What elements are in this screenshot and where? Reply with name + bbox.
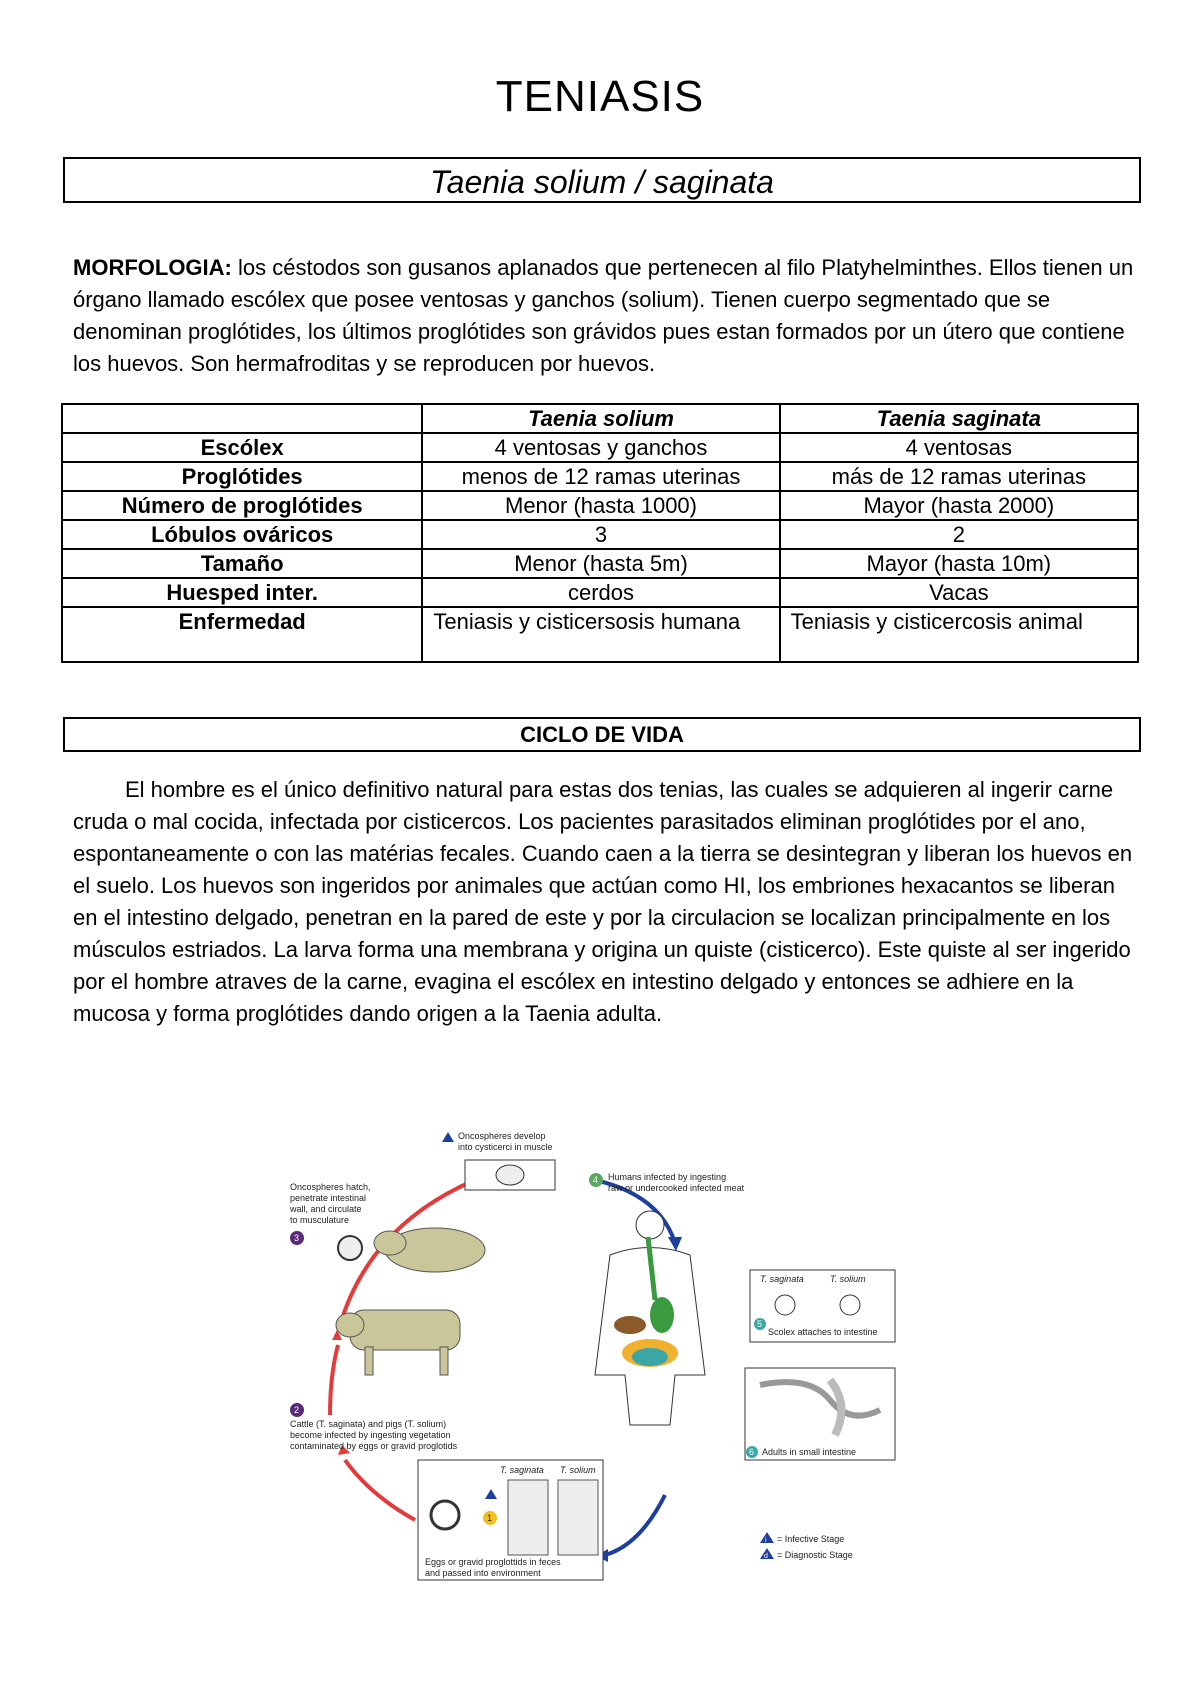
life-cycle-svg xyxy=(290,1125,980,1585)
table-row xyxy=(62,491,1138,520)
cell-saginata: 4 ventosas xyxy=(780,433,1138,462)
cow-head-icon xyxy=(336,1313,364,1337)
cell-solium: cerdos xyxy=(422,578,779,607)
morphology-text: los céstodos son gusanos aplanados que pertenecen al filo Platyhelminthes. Ellos tienen un órgano llamado escólex que posee ventosas y ganchos (solium). Tienen cuerpo segmentado que se denominan proglótides, los últimos proglótides son grávidos pues estan formados por un útero que contiene los huevos. Son hermafroditas y se reproducen por huevos. xyxy=(73,255,1134,376)
cell-solium: Teniasis y cisticersosis humana xyxy=(422,607,779,662)
cow-leg-icon xyxy=(440,1347,448,1375)
step5-label: Scolex attaches to intestine xyxy=(768,1327,878,1337)
cell-solium: Menor (hasta 1000) xyxy=(422,491,779,520)
proglottid-solium-icon xyxy=(558,1480,598,1555)
table-header-saginata: Taenia saginata xyxy=(780,404,1138,433)
row-label: Huesped inter. xyxy=(62,578,422,607)
table-header-solium: Taenia solium xyxy=(422,404,779,433)
cell-saginata: más de 12 ramas uterinas xyxy=(780,462,1138,491)
step2-line1: Cattle (T. saginata) and pigs (T. solium) xyxy=(290,1419,447,1429)
cell-saginata: Mayor (hasta 10m) xyxy=(780,549,1138,578)
proglottid-saginata-icon xyxy=(508,1480,548,1555)
step3-line2: penetrate intestinal xyxy=(290,1193,367,1203)
scolex-saginata-icon xyxy=(775,1295,795,1315)
row-label: Enfermedad xyxy=(62,607,422,662)
step4-num: 4 xyxy=(593,1175,599,1185)
cell-saginata: 2 xyxy=(780,520,1138,549)
row-label: Lóbulos ováricos xyxy=(62,520,422,549)
step-top-line1: Oncospheres develop xyxy=(458,1131,546,1141)
cow-icon xyxy=(350,1310,460,1350)
cell-solium: Menor (hasta 5m) xyxy=(422,549,779,578)
cow-leg-icon xyxy=(365,1347,373,1375)
legend-diagnostic: = Diagnostic Stage xyxy=(777,1550,853,1560)
cell-saginata: Mayor (hasta 2000) xyxy=(780,491,1138,520)
page-title: TENIASIS xyxy=(495,72,705,121)
step5-left: T. saginata xyxy=(760,1274,804,1284)
cysticercus-icon xyxy=(496,1165,524,1185)
step-top-line2: into cysticerci in muscle xyxy=(458,1142,553,1152)
step5-num: 5 xyxy=(757,1319,763,1329)
human-head-icon xyxy=(636,1211,664,1239)
cell-saginata: Teniasis y cisticercosis animal xyxy=(780,607,1138,662)
table-row xyxy=(62,433,1138,462)
step5-right: T. solium xyxy=(830,1274,866,1284)
cell-solium: 3 xyxy=(422,520,779,549)
step1-left: T. saginata xyxy=(500,1465,544,1475)
morphology-paragraph xyxy=(73,252,1141,380)
oncosphere-icon xyxy=(338,1236,362,1260)
comparison-table xyxy=(61,403,1139,663)
step4-line1: Humans infected by ingesting xyxy=(608,1172,727,1182)
legend-i: i xyxy=(765,1537,767,1544)
pig-head-icon xyxy=(374,1231,406,1255)
table-row xyxy=(62,607,1138,662)
step2-num: 2 xyxy=(294,1405,300,1415)
scolex-solium-icon xyxy=(840,1295,860,1315)
small-intestine-icon xyxy=(632,1348,668,1366)
step1-line1: Eggs or gravid proglottids in feces xyxy=(425,1557,561,1567)
legend-d: d xyxy=(764,1553,768,1560)
step3-num: 3 xyxy=(294,1233,300,1243)
stomach-icon xyxy=(650,1297,674,1333)
infective-triangle-icon xyxy=(442,1132,454,1142)
table-row xyxy=(62,462,1138,491)
step4-line2: raw or undercooked infected meat xyxy=(608,1183,745,1193)
legend-infective-icon xyxy=(760,1532,774,1543)
step6-label: Adults in small intestine xyxy=(762,1447,857,1457)
cycle-paragraph: El hombre es el único definitivo natural para estas dos tenias, las cuales se adquieren al ingerir carne cruda o mal cocida, infectada por cisticercos. Los pacientes parasitados eliminan proglótides por el ano, espontaneamente o con las matérias fecales. Cuando caen a la tierra se desintegran y liberan los huevos en el suelo. Los huevos son ingeridos por animales que actúan como HI, los embriones hexacantos se liberan en el intestino delgado, penetran en la pared de este y por la circulacion se localizan principalmente en los músculos estriados. La larva forma una membrana y origina un quiste (cisticerco). Este quiste al ser ingerido por el hombre atraves de la carne, evagina el escólex en intestino delgado y entonces se adhiere en la mucosa y forma proglótides dando origen a la Taenia adulta. xyxy=(73,777,1133,1026)
arrow-1-to-2 xyxy=(345,1460,415,1520)
step2-line2: become infected by ingesting vegetation xyxy=(290,1430,451,1440)
step1-num: 1 xyxy=(487,1513,493,1523)
cycle-heading: CICLO DE VIDA xyxy=(63,717,1141,752)
liver-icon xyxy=(614,1316,646,1334)
subtitle-box: Taenia solium / saginata xyxy=(63,157,1141,203)
cell-solium: 4 ventosas y ganchos xyxy=(422,433,779,462)
table-row xyxy=(62,578,1138,607)
egg-icon xyxy=(431,1501,459,1529)
table-header-row xyxy=(62,404,1138,433)
table-row xyxy=(62,520,1138,549)
arrow-2-to-3 xyxy=(330,1345,338,1415)
row-label: Tamaño xyxy=(62,549,422,578)
step1-right: T. solium xyxy=(560,1465,596,1475)
step1-line2: and passed into environment xyxy=(425,1568,541,1578)
cell-saginata: Vacas xyxy=(780,578,1138,607)
row-label: Número de proglótides xyxy=(62,491,422,520)
step2-line3: contaminated by eggs or gravid proglotids xyxy=(290,1441,458,1451)
morphology-label: MORFOLOGIA: xyxy=(73,255,232,280)
step3-line3: wall, and circulate xyxy=(290,1204,362,1214)
life-cycle-diagram xyxy=(290,1125,980,1585)
step3-line4: to musculature xyxy=(290,1215,350,1225)
cell-solium: menos de 12 ramas uterinas xyxy=(422,462,779,491)
row-label: Proglótides xyxy=(62,462,422,491)
legend-infective: = Infective Stage xyxy=(777,1534,845,1544)
step3-line1: Oncospheres hatch, xyxy=(290,1182,371,1192)
row-label: Escólex xyxy=(62,433,422,462)
arrow-6-to-1 xyxy=(605,1495,665,1555)
step6-num: 6 xyxy=(749,1447,755,1457)
table-row xyxy=(62,549,1138,578)
table-header-empty xyxy=(62,404,422,433)
